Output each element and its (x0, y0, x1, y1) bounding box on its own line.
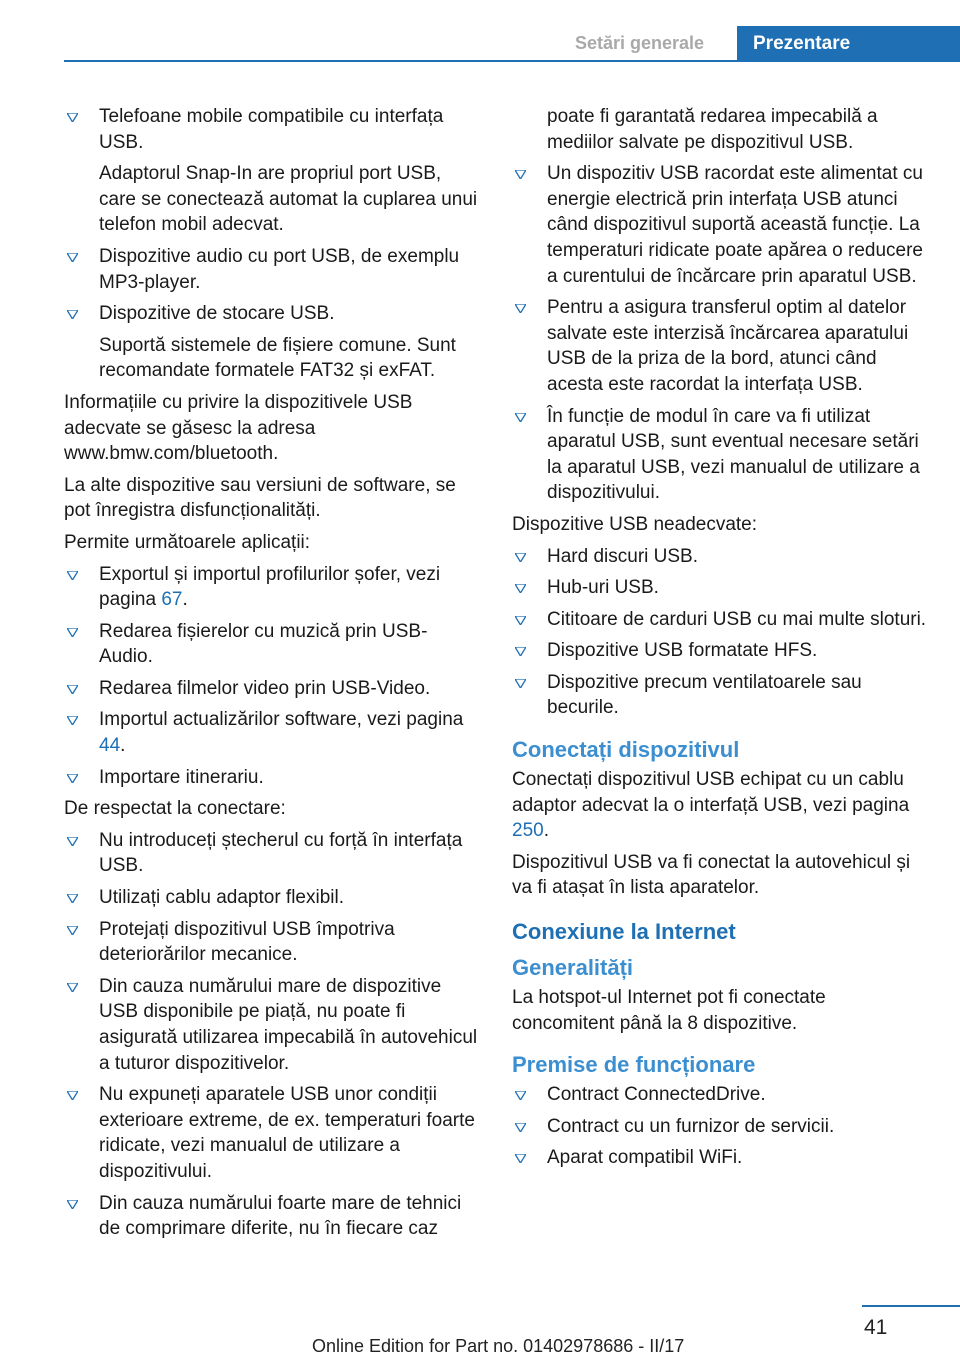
list-item-text: Dispozitive audio cu port USB, de exemplu MP3-player. (99, 245, 460, 293)
list-item-text: poate fi garantată redarea impecabilă a mediilor salvate pe dispozitivul USB. (547, 106, 878, 153)
paragraph: De respectat la conectare: (64, 798, 286, 820)
triangle-bullet-icon (64, 1191, 80, 1216)
punctuation: . (182, 589, 188, 611)
list-item (512, 670, 932, 721)
triangle-bullet-icon (64, 885, 80, 910)
triangle-bullet-icon (64, 676, 80, 701)
triangle-bullet-icon (64, 765, 80, 790)
triangle-bullet-icon (64, 562, 80, 587)
paragraph: Dispozitive USB neadecvate: (512, 513, 758, 535)
triangle-bullet-icon (64, 301, 80, 326)
list-item-text: Din cauza numărului mare de dispozitive USB disponibile pe piață, nu poate fi asigurată utilizarea impecabilă în autovehicul a tuturor dispozitivelor. (99, 975, 478, 1074)
paragraph: La hotspot-ul Internet pot fi conectate concomitent până la 8 dispozitive. (512, 987, 826, 1034)
page-link-67[interactable]: 67 (161, 589, 183, 611)
triangle-bullet-icon (64, 1082, 80, 1107)
footer-rule (862, 1305, 960, 1307)
list-item-text: Exportul și importul profilurilor șofer, vezi pagina (99, 563, 441, 611)
triangle-bullet-icon (512, 1082, 528, 1107)
list-item (64, 765, 479, 791)
list-item (512, 1082, 932, 1108)
list-item (64, 828, 479, 879)
triangle-bullet-icon (64, 244, 80, 269)
header-rule (64, 60, 960, 62)
list-item (64, 104, 479, 238)
triangle-bullet-icon (64, 974, 80, 999)
section-heading-general: Generalități (512, 955, 634, 981)
list-item-text: Dispozitive USB formatate HFS. (547, 640, 818, 662)
triangle-bullet-icon (512, 1145, 528, 1170)
list-item (64, 1191, 479, 1242)
triangle-bullet-icon (512, 1114, 528, 1139)
left-column (64, 104, 479, 1248)
triangle-bullet-icon (512, 638, 528, 663)
section-heading-connect: Conectați dispozitivul (512, 737, 740, 763)
list-item-text: Pentru a asigura transferul optim al datelor salvate este interzisă încărcarea aparatului USB de la priza de la bord, atunci când acesta este racordat la interfața USB. (547, 297, 909, 395)
list-item-text: Nu introduceți ștecherul cu forță în interfața USB. (99, 829, 463, 877)
list-item-text: Hard discuri USB. (547, 545, 698, 567)
punctuation: . (543, 820, 549, 842)
list-item (512, 1114, 932, 1140)
list-item-text: Redarea filmelor video prin USB-Video. (99, 677, 431, 699)
list-item (64, 301, 479, 384)
list-item-text: Un dispozitiv USB racordat este alimentat cu energie electrică prin interfața USB atunci când dispozitivul suportă această funcție. La temperaturi ridicate poate apărea o reducere a curentului de încărcare prin aparatul USB. (547, 163, 924, 287)
list-item-text: Utilizați cablu adaptor flexibil. (99, 887, 345, 909)
paragraph: La alte dispozitive sau versiuni de software, se pot înregistra disfuncționalități. (64, 474, 456, 522)
list-item (64, 1082, 479, 1184)
triangle-bullet-icon (64, 707, 80, 732)
list-item-text: Contract cu un furnizor de servicii. (547, 1115, 835, 1137)
list-item (64, 917, 479, 968)
triangle-bullet-icon (512, 544, 528, 569)
list-item (64, 676, 479, 702)
paragraph: Permite următoarele aplicații: (64, 531, 311, 553)
list-item-text: Aparat compatibil WiFi. (547, 1147, 743, 1169)
triangle-bullet-icon (512, 607, 528, 632)
list-item (512, 638, 932, 664)
list-item-text: Dispozitive precum ventilatoarele sau becurile. (547, 671, 862, 719)
list-item (64, 885, 479, 911)
list-item (64, 707, 479, 758)
punctuation: . (120, 735, 126, 757)
list-item (512, 544, 932, 570)
list-item (512, 1145, 932, 1171)
list-item-text: Dispozitive de stocare USB. (99, 303, 335, 325)
page-link-44[interactable]: 44 (99, 735, 121, 757)
triangle-bullet-icon (512, 295, 528, 320)
paragraph: Informațiile cu privire la dispozitivele USB adecvate se găsesc la adresa www.bmw.com/bluetooth. (64, 391, 413, 465)
list-item (512, 575, 932, 601)
list-item (64, 562, 479, 613)
list-item-text: Importul actualizărilor software, vezi pagina (99, 709, 464, 731)
list-item-text: Hub-uri USB. (547, 577, 659, 599)
list-item (512, 607, 932, 633)
triangle-bullet-icon (512, 161, 528, 186)
list-item (64, 974, 479, 1076)
list-item-continuation (512, 104, 932, 155)
page-link-250[interactable]: 250 (512, 820, 544, 842)
triangle-bullet-icon (64, 917, 80, 942)
edition-footer: Online Edition for Part no. 01402978686 - II/17 (312, 1336, 685, 1356)
paragraph-text: Conectați dispozitivul USB echipat cu un cablu adaptor adecvat la o interfață USB, vezi pagina (512, 769, 910, 816)
list-item (512, 295, 932, 397)
paragraph (512, 767, 932, 844)
list-item (64, 619, 479, 670)
section-title: Setări generale (575, 33, 705, 53)
list-item-subtext: Suportă sistemele de fișiere comune. Sunt recomandate formatele FAT32 și exFAT. (99, 334, 456, 382)
chapter-heading-internet: Conexiune la Internet (512, 919, 736, 945)
triangle-bullet-icon (64, 104, 80, 129)
triangle-bullet-icon (64, 619, 80, 644)
list-item (64, 244, 479, 295)
list-item-text: Din cauza numărului foarte mare de tehnici de comprimare diferite, nu în fiecare caz (99, 1192, 462, 1240)
triangle-bullet-icon (64, 828, 80, 853)
triangle-bullet-icon (512, 575, 528, 600)
page-header (0, 0, 960, 62)
paragraph: Dispozitivul USB va fi conectat la autovehicul și va fi atașat în lista aparatelor. (512, 851, 911, 899)
list-item-subtext: Adaptorul Snap-In are propriul port USB, care se conectează automat la cuplarea unui telefon mobil adecvat. (99, 163, 478, 236)
list-item (512, 161, 932, 289)
list-item-text: În funcție de modul în care va fi utilizat aparatul USB, sunt eventual necesare setări la aparatul USB, vezi manualul de utilizare a dispozitivului. (547, 405, 920, 504)
list-item-text: Telefoane mobile compatibile cu interfața USB. (99, 106, 444, 153)
list-item-text: Importare itinerariu. (99, 766, 264, 788)
right-column (512, 104, 932, 1177)
page-number: 41 (864, 1316, 888, 1339)
list-item-text: Contract ConnectedDrive. (547, 1084, 766, 1106)
list-item (512, 404, 932, 506)
section-heading-prerequisites: Premise de funcționare (512, 1052, 756, 1078)
list-item-text: Cititoare de carduri USB cu mai multe sloturi. (547, 608, 927, 630)
chapter-tab[interactable]: Prezentare (737, 26, 960, 61)
list-item-text: Redarea fișierelor cu muzică prin USB-Audio. (99, 620, 428, 668)
list-item-text: Protejați dispozitivul USB împotriva deteriorărilor mecanice. (99, 918, 395, 966)
list-item-text: Nu expuneți aparatele USB unor condiții exterioare extreme, de ex. temperaturi foarte ridicate, vezi manualul de utilizare a dispozitivului. (99, 1084, 475, 1182)
triangle-bullet-icon (512, 670, 528, 695)
triangle-bullet-icon (512, 404, 528, 429)
